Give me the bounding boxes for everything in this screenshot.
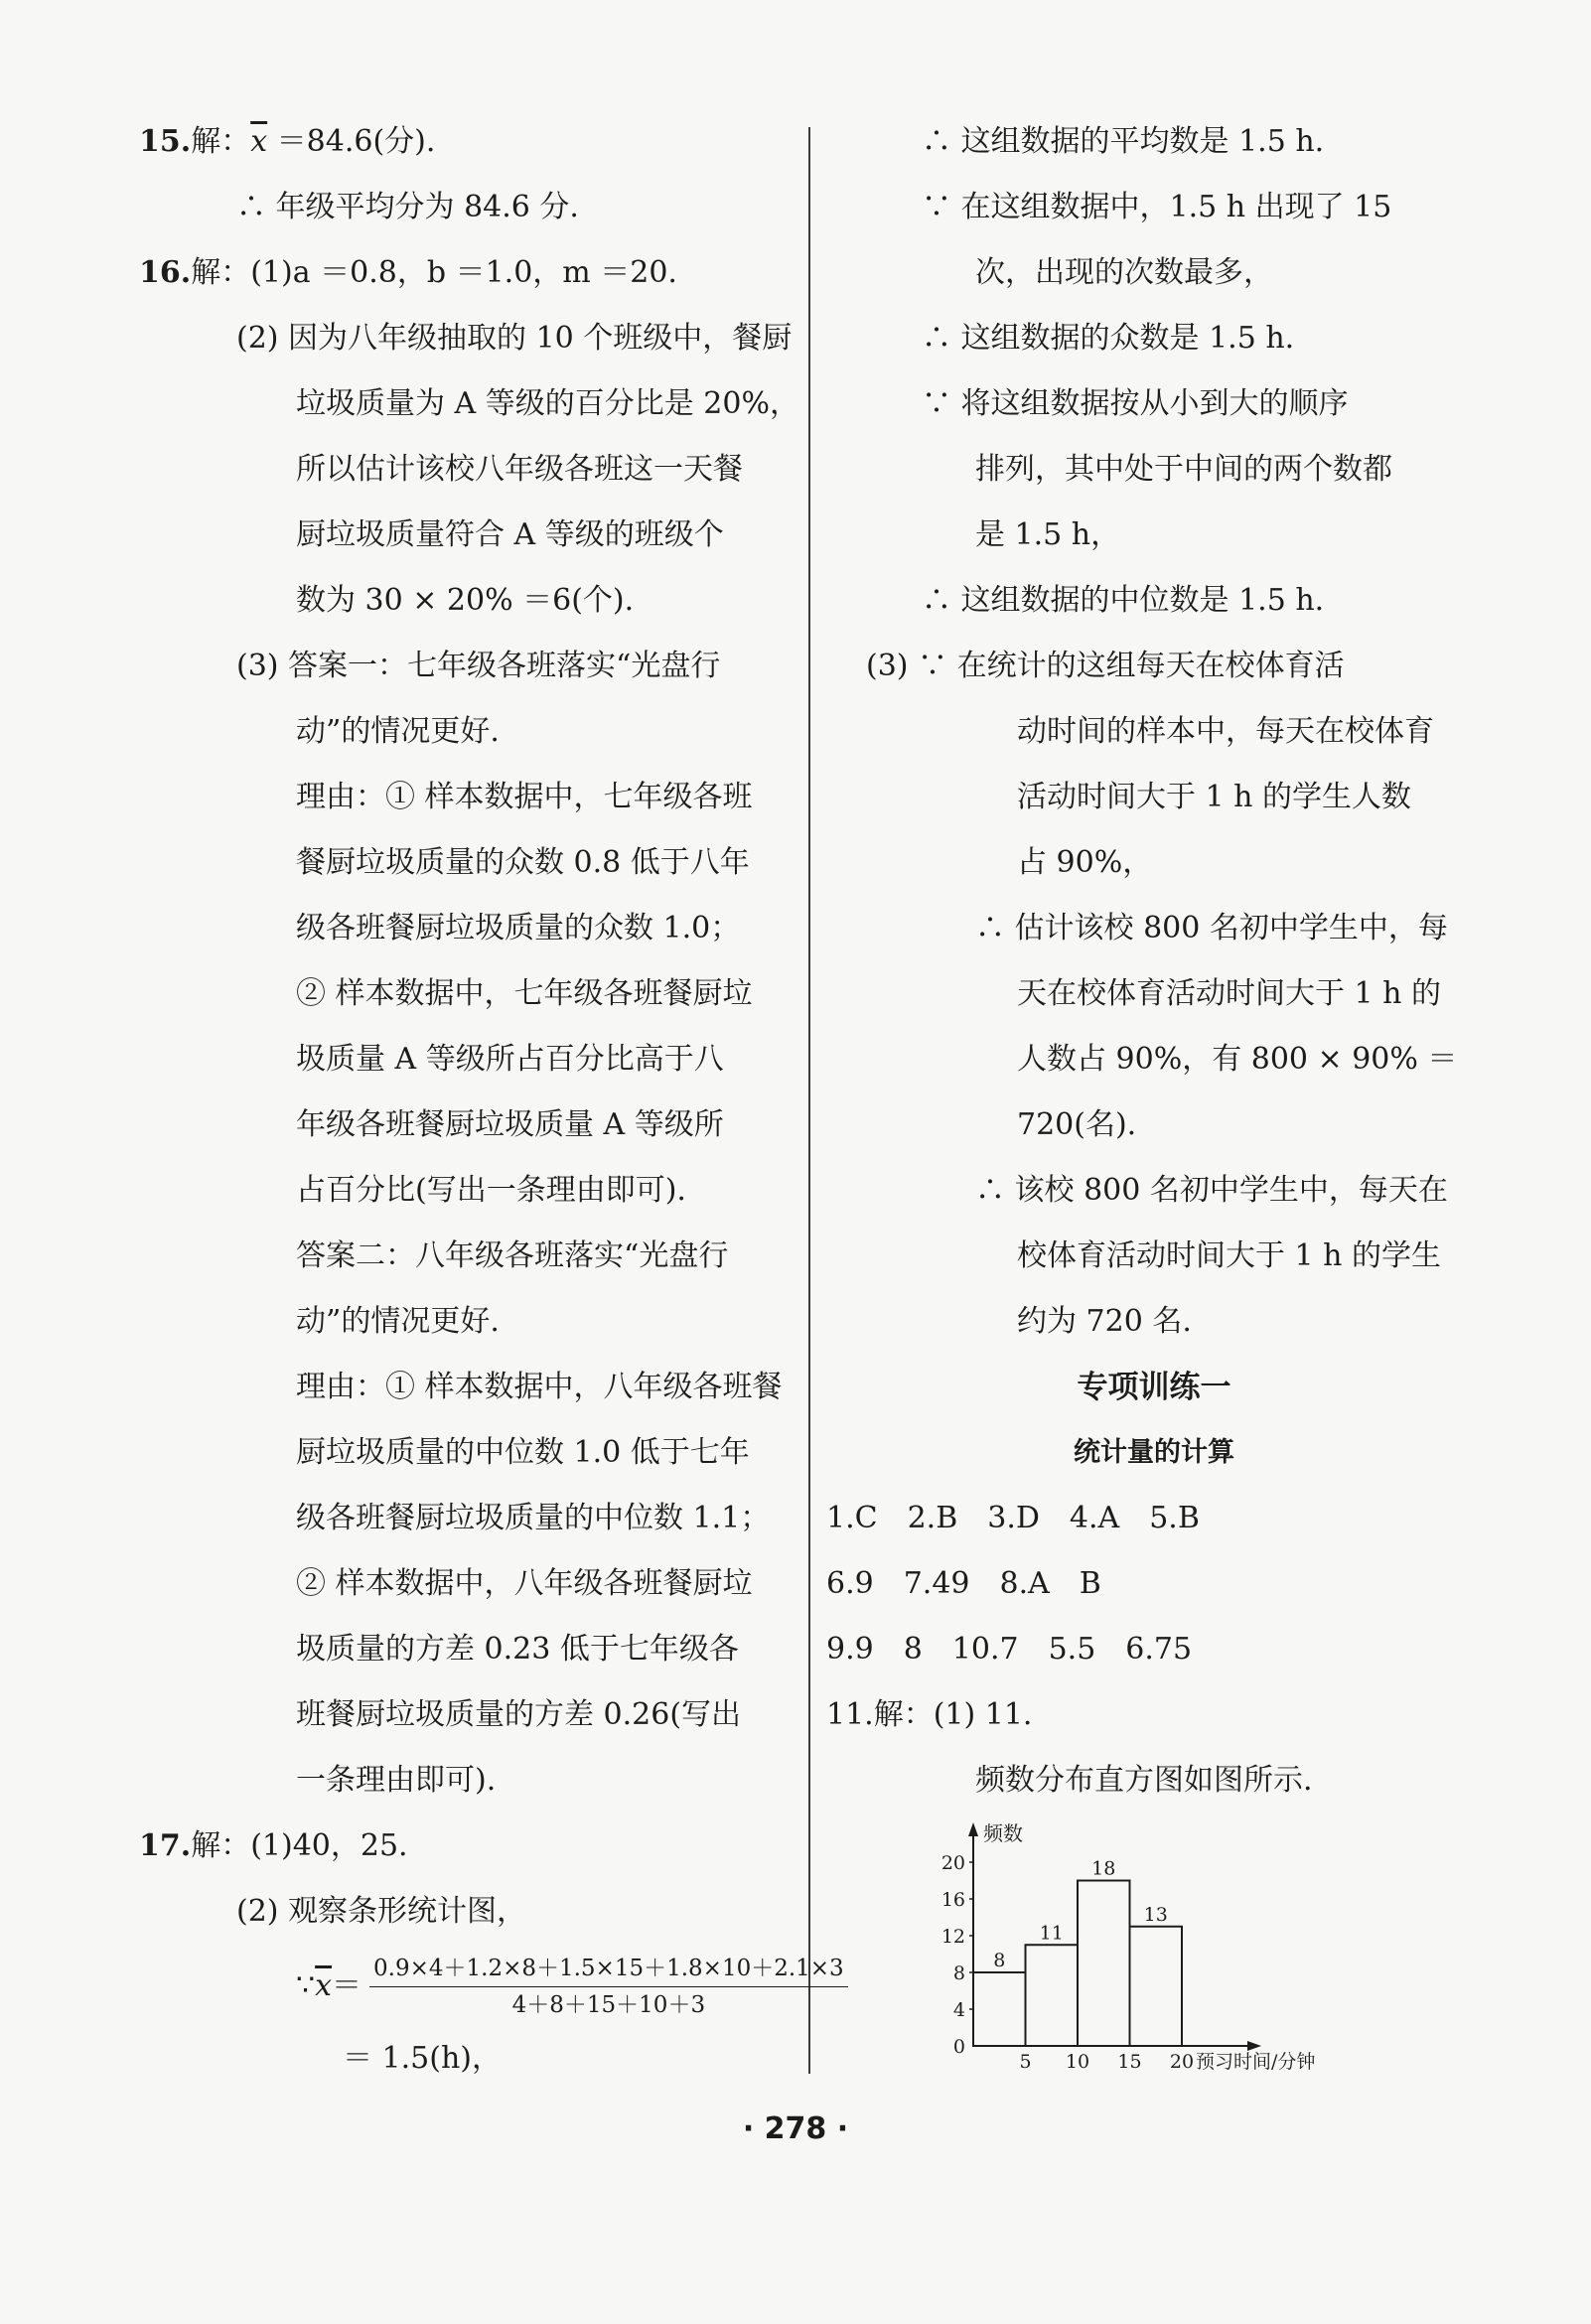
x-tick-label: 15 <box>1117 2051 1142 2073</box>
q16-line: 占百分比(写出一条理由即可). <box>296 1173 686 1208</box>
x-tick-label: 5 <box>1019 2051 1032 2073</box>
q16-part1: 解：(1)a ＝0.8，b ＝1.0，m ＝20. <box>191 255 677 290</box>
y-tick-label: 12 <box>940 1926 965 1948</box>
right-line: 占 90%， <box>1017 845 1153 880</box>
bar-value-label: 13 <box>1143 1903 1168 1926</box>
right-line: 约为 720 名. <box>1017 1304 1192 1339</box>
q15-line2: ∴ 年级平均分为 84.6 分. <box>236 190 579 224</box>
right-line: 活动时间大于 1 h 的学生人数 <box>1017 780 1412 814</box>
q16-line: 答案二：八年级各班落实“光盘行 <box>296 1238 729 1273</box>
right-line: ∴ 这组数据的众数是 1.5 h. <box>922 321 1295 356</box>
q17-mean-symbol: $\overline{x}$ <box>315 1968 333 2003</box>
q15-mean-symbol: $\overline{x}$ <box>250 124 268 159</box>
q16-number: 16. <box>139 255 192 290</box>
q16-line: 一条理由即可). <box>296 1763 497 1798</box>
q16-line: (2) 因为八年级抽取的 10 个班级中，餐厨 <box>236 321 793 356</box>
answer-line: 1.C 2.B 3.D 4.A 5.B <box>826 1501 1200 1535</box>
chart-caption: 频数分布直方图如图所示. <box>975 1763 1313 1798</box>
section-heading: 专项训练一 <box>1077 1370 1231 1405</box>
q17-fraction-numerator: 0.9×4＋1.2×8＋1.5×15＋1.8×10＋2.1×3 <box>369 1954 848 1987</box>
q16-line: ② 样本数据中，七年级各班餐厨垃 <box>296 976 753 1011</box>
q16-line: (3) 答案一：七年级各班落实“光盘行 <box>236 649 721 683</box>
q17-line2: (2) 观察条形统计图， <box>236 1894 527 1929</box>
q15-solve-label: 解： <box>191 124 251 159</box>
right-column <box>826 109 1482 1814</box>
q16-line: 理由：① 样本数据中，七年级各班 <box>296 780 753 814</box>
because-symbol: ∵ <box>296 1968 316 2003</box>
q16-line: 圾质量的方差 0.23 低于七年级各 <box>296 1632 739 1667</box>
right-line: 排列，其中处于中间的两个数都 <box>975 452 1392 487</box>
q15-mean-value: ＝84.6(分). <box>267 124 436 159</box>
bar-value-label: 8 <box>993 1950 1006 1971</box>
right-line: ∵ 将这组数据按从小到大的顺序 <box>922 386 1349 421</box>
q16-line: 动”的情况更好. <box>296 1304 500 1339</box>
right-line: ∴ 该校 800 名初中学生中，每天在 <box>975 1173 1448 1208</box>
x-axis-arrow <box>1247 2041 1261 2051</box>
right-line: (3) ∵ 在统计的这组每天在校体育活 <box>866 649 1345 683</box>
y-tick-label: 0 <box>952 2036 965 2058</box>
q17-continued <box>826 109 1482 1355</box>
right-line: 人数占 90%，有 800 × 90% ＝ <box>1017 1042 1458 1077</box>
histogram-bar <box>1078 1881 1130 2047</box>
bar-value-label: 11 <box>1039 1922 1064 1945</box>
right-line: ∴ 这组数据的平均数是 1.5 h. <box>922 124 1325 159</box>
column-divider <box>808 127 810 2074</box>
q17-fraction-denominator: 4＋8＋15＋10＋3 <box>511 1991 706 2018</box>
q15-line1 <box>139 109 795 175</box>
histogram-bar <box>1026 1945 1079 2046</box>
x-tick-label: 10 <box>1065 2051 1090 2073</box>
right-line: 次，出现的次数最多， <box>975 255 1273 290</box>
x-axis-label: 预习时间/分钟 <box>1196 2051 1316 2073</box>
q16-line: 动”的情况更好. <box>296 714 500 749</box>
answer-line: 11.解：(1) 11. <box>826 1697 1033 1732</box>
y-axis-arrow <box>968 1822 978 1836</box>
q16-line: 厨垃圾质量符合 A 等级的班级个 <box>296 517 724 552</box>
y-tick-label: 8 <box>952 1962 965 1984</box>
q17-equals: ＝ <box>332 1968 362 2003</box>
q16-line1 <box>139 240 795 306</box>
y-axis-label: 频数 <box>983 1821 1023 1845</box>
q16-line: 年级各班餐厨垃圾质量 A 等级所 <box>296 1107 724 1142</box>
q16-line: 圾质量 A 等级所占百分比高于八 <box>296 1042 724 1077</box>
q17-fraction <box>369 1954 848 2020</box>
q17-number: 17. <box>139 1828 192 1863</box>
q17-formula <box>139 1945 844 2026</box>
q16-line: 班餐厨垃圾质量的方差 0.26(写出 <box>296 1697 742 1732</box>
y-tick-label: 20 <box>940 1852 965 1874</box>
section-subheading: 统计量的计算 <box>1074 1437 1234 1468</box>
q16-line: 数为 30 × 20% ＝6(个). <box>296 583 635 618</box>
q16-line: 级各班餐厨垃圾质量的中位数 1.1； <box>296 1501 771 1535</box>
right-line: 720(名). <box>1017 1107 1137 1142</box>
y-tick-label: 4 <box>952 1999 965 2021</box>
answer-line: 9.9 8 10.7 5.5 6.75 <box>826 1632 1193 1667</box>
right-line: 天在校体育活动时间大于 1 h 的 <box>1017 976 1442 1011</box>
q16-line: 餐厨垃圾质量的众数 0.8 低于八年 <box>296 845 750 880</box>
q17-part1: 解：(1)40，25. <box>191 1828 408 1863</box>
q16-line: 垃圾质量为 A 等级的百分比是 20%， <box>296 386 799 421</box>
q16-line: 理由：① 样本数据中，八年级各班餐 <box>296 1370 783 1404</box>
answer-list <box>826 1486 1482 1748</box>
q15-number: 15. <box>139 124 192 159</box>
answer-line: 6.9 7.49 8.A B <box>826 1566 1101 1601</box>
histogram-bar <box>1130 1927 1183 2046</box>
right-line: ∴ 估计该校 800 名初中学生中，每 <box>975 911 1448 945</box>
q16-line: 级各班餐厨垃圾质量的众数 1.0； <box>296 911 741 945</box>
q16-line: 所以估计该校八年级各班这一天餐 <box>296 452 743 487</box>
page-number: · 278 · <box>742 2111 849 2146</box>
q17-line1 <box>139 1814 795 1879</box>
right-line: 动时间的样本中，每天在校体育 <box>1017 714 1434 749</box>
left-column <box>139 109 844 2092</box>
frequency-histogram <box>924 1808 1361 2076</box>
q16-line: ② 样本数据中，八年级各班餐厨垃 <box>296 1566 753 1601</box>
q16-line: 厨垃圾质量的中位数 1.0 低于七年 <box>296 1435 750 1470</box>
x-tick-label: 20 <box>1169 2051 1195 2073</box>
right-line: 是 1.5 h， <box>975 517 1121 552</box>
right-line: ∴ 这组数据的中位数是 1.5 h. <box>922 583 1325 618</box>
right-line: ∵ 在这组数据中，1.5 h 出现了 15 <box>922 190 1392 224</box>
bar-value-label: 18 <box>1091 1857 1116 1880</box>
q17-result: ＝ 1.5(h)， <box>343 2041 502 2076</box>
y-tick-label: 16 <box>940 1889 965 1911</box>
q16-body <box>139 306 799 1814</box>
histogram-bar <box>973 1972 1026 2046</box>
right-line: 校体育活动时间大于 1 h 的学生 <box>1017 1238 1442 1273</box>
